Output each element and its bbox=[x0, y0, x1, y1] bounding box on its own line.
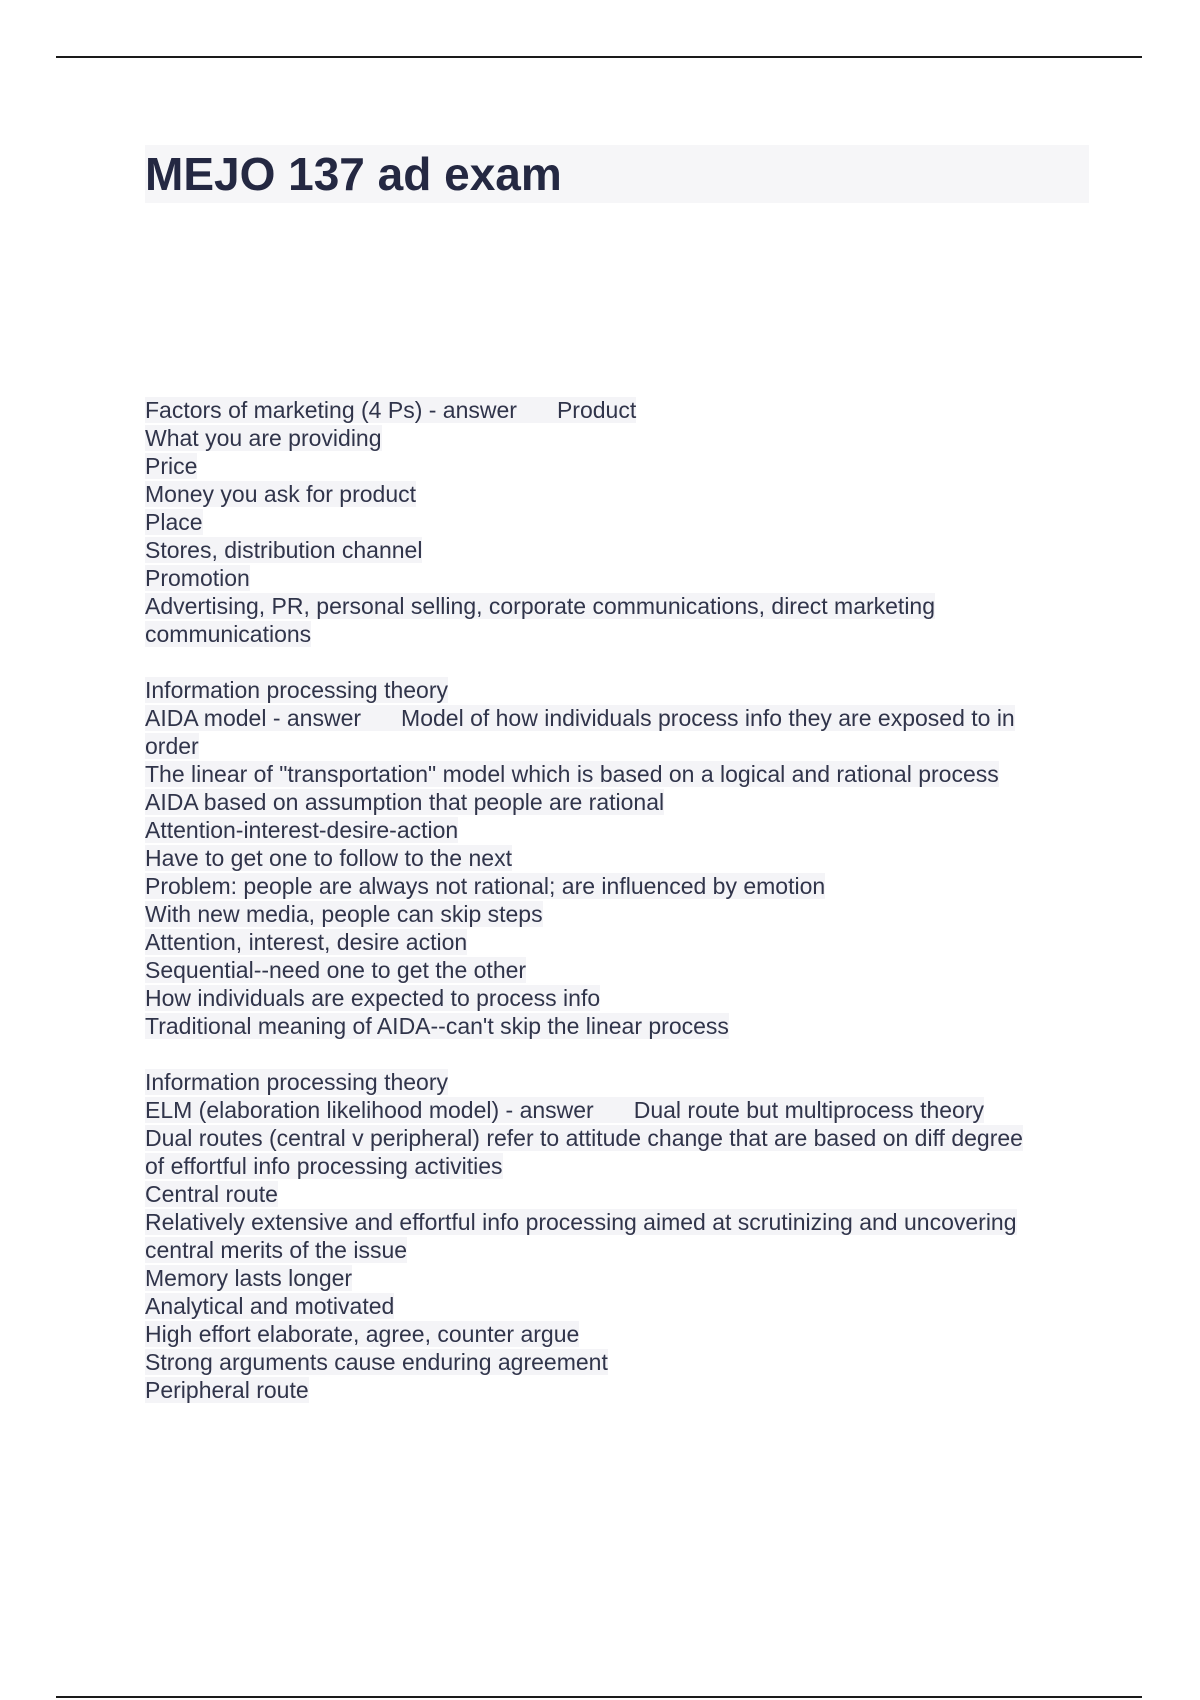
card-line: Analytical and motivated bbox=[145, 1293, 395, 1319]
card-term: Factors of marketing (4 Ps) - answer bbox=[145, 397, 517, 423]
card-line: communications bbox=[145, 621, 312, 647]
card-line: Memory lasts longer bbox=[145, 1265, 353, 1291]
card-spacer bbox=[145, 1040, 1089, 1068]
card-answer-start: Model of how individuals process info they are exposed to in bbox=[401, 705, 1015, 731]
card-line: Place bbox=[145, 509, 203, 535]
card-line: Central route bbox=[145, 1181, 278, 1207]
card-term-line bbox=[145, 1096, 1089, 1124]
card-line: Attention, interest, desire action bbox=[145, 929, 468, 955]
card-line: Strong arguments cause enduring agreement bbox=[145, 1349, 608, 1375]
card-line: Attention-interest-desire-action bbox=[145, 817, 459, 843]
card-context-line: Information processing theory bbox=[145, 677, 448, 703]
card-line: Sequential--need one to get the other bbox=[145, 957, 527, 983]
top-divider bbox=[56, 56, 1142, 58]
card-term-line bbox=[145, 396, 1089, 424]
bottom-divider bbox=[56, 1696, 1142, 1698]
card-line: Relatively extensive and effortful info processing aimed at scrutinizing and uncovering bbox=[145, 1209, 1017, 1235]
card-line: High effort elaborate, agree, counter argue bbox=[145, 1321, 580, 1347]
card-term: AIDA model - answer bbox=[145, 705, 362, 731]
card-context-line: Information processing theory bbox=[145, 1069, 448, 1095]
card-line: Traditional meaning of AIDA--can't skip the linear process bbox=[145, 1013, 729, 1039]
card-line: What you are providing bbox=[145, 425, 382, 451]
card-line: of effortful info processing activities bbox=[145, 1153, 503, 1179]
card-line: Price bbox=[145, 453, 198, 479]
card-answer-start: Product bbox=[556, 397, 637, 423]
card-line: order bbox=[145, 733, 199, 759]
card-line: How individuals are expected to process info bbox=[145, 985, 601, 1011]
card-line: Problem: people are always not rational; are influenced by emotion bbox=[145, 873, 826, 899]
document-title: MEJO 137 ad exam bbox=[145, 148, 562, 200]
card-line: central merits of the issue bbox=[145, 1237, 408, 1263]
card-line: With new media, people can skip steps bbox=[145, 901, 543, 927]
card-line: Dual routes (central v peripheral) refer to attitude change that are based on diff degree bbox=[145, 1125, 1023, 1151]
card-line: AIDA based on assumption that people are rational bbox=[145, 789, 665, 815]
card-term: ELM (elaboration likelihood model) - answer bbox=[145, 1097, 594, 1123]
card-line: Stores, distribution channel bbox=[145, 537, 423, 563]
card-line: Peripheral route bbox=[145, 1377, 309, 1403]
card-line: Have to get one to follow to the next bbox=[145, 845, 512, 871]
card-line: Money you ask for product bbox=[145, 481, 417, 507]
card-line: Advertising, PR, personal selling, corporate communications, direct marketing bbox=[145, 593, 936, 619]
card-answer-start: Dual route but multiprocess theory bbox=[633, 1097, 984, 1123]
card-term-line bbox=[145, 704, 1089, 732]
document-body bbox=[145, 396, 1089, 1404]
card-line: The linear of "transportation" model which is based on a logical and rational process bbox=[145, 761, 999, 787]
card-line: Promotion bbox=[145, 565, 250, 591]
card-spacer bbox=[145, 648, 1089, 676]
